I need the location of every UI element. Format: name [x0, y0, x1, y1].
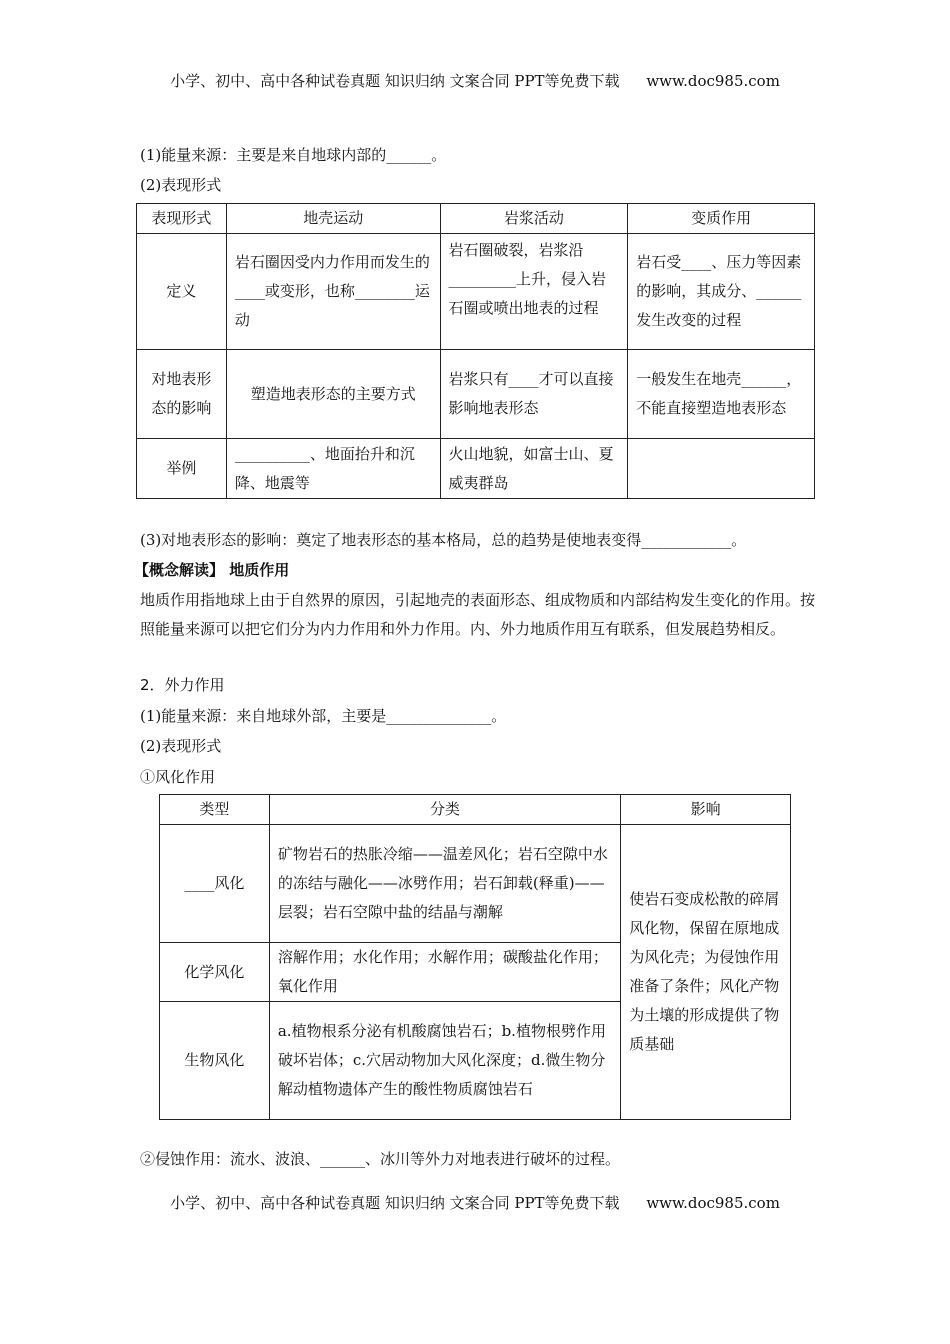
- table-cell: 岩石受____、压力等因素的影响，其成分、______发生改变的过程: [628, 234, 815, 350]
- row-label: 对地表形态的影响: [137, 350, 227, 439]
- page-footer: [0, 1192, 950, 1213]
- concept-title: 【概念解读】 地质作用: [134, 561, 290, 579]
- table-cell: __________、地面抬升和沉降、地震等: [226, 439, 440, 499]
- header-text: 小学、初中、高中各种试卷真题 知识归纳 文案合同 PPT等免费下载: [170, 72, 620, 90]
- table-header: 分类: [269, 795, 620, 825]
- internal-influence: (3)对地表形态的影响：奠定了地表形态的基本格局，总的趋势是使地表变得____________。: [140, 531, 747, 549]
- internal-energy: (1)能量来源：主要是来自地球内部的______。: [140, 146, 447, 164]
- table-cell: 岩石圈破裂，岩浆沿_________上升，侵入岩石圈或喷出地表的过程: [440, 234, 628, 350]
- table-header: 表现形式: [137, 204, 227, 234]
- table-header: 类型: [160, 795, 270, 825]
- table-cell: 岩石圈因受内力作用而发生的____或变形，也称________运动: [226, 234, 440, 350]
- external-energy: (1)能量来源：来自地球外部，主要是______________。: [140, 707, 507, 725]
- header-site: www.doc985.com: [646, 72, 780, 90]
- row-label: 举例: [137, 439, 227, 499]
- concept-text: 地质作用指地球上由于自然界的原因，引起地壳的表面形态、组成物质和内部结构发生变化的作用。按照能量来源可以把它们分为内力作用和外力作用。内、外力地质作用互有联系，但发展趋势相反。: [140, 591, 816, 638]
- table-header: 地壳运动: [226, 204, 440, 234]
- weathering-type: ____风化: [160, 825, 270, 943]
- weathering-desc: a.植物根系分泌有机酸腐蚀岩石；b.植物根劈作用破坏岩体；c.穴居动物加大风化深度；d.微生物分解动植物遗体产生的酸性物质腐蚀岩石: [269, 1002, 620, 1120]
- weathering-table: [159, 794, 791, 1120]
- external-title: 2．外力作用: [140, 676, 225, 694]
- weathering-type: 生物风化: [160, 1002, 270, 1120]
- weathering-desc: 矿物岩石的热胀冷缩——温差风化；岩石空隙中水的冻结与融化——冰劈作用；岩石卸载(释重)——层裂；岩石空隙中盐的结晶与潮解: [269, 825, 620, 943]
- table-header: 影响: [621, 795, 791, 825]
- footer-text: 小学、初中、高中各种试卷真题 知识归纳 文案合同 PPT等免费下载: [170, 1194, 620, 1212]
- weathering-effect: 使岩石变成松散的碎屑风化物，保留在原地成为风化壳；为侵蚀作用准备了条件；风化产物为土壤的形成提供了物质基础: [621, 825, 791, 1120]
- table-cell: 火山地貌，如富士山、夏威夷群岛: [440, 439, 628, 499]
- internal-forces-table: [136, 203, 815, 499]
- weathering-desc: 溶解作用；水化作用；水解作用；碳酸盐化作用；氧化作用: [269, 943, 620, 1002]
- footer-site: www.doc985.com: [646, 1194, 780, 1212]
- table-header: 变质作用: [628, 204, 815, 234]
- internal-forms-title: (2)表现形式: [140, 176, 222, 194]
- table-cell: 一般发生在地壳______，不能直接塑造地表形态: [628, 350, 815, 439]
- table-cell: 塑造地表形态的主要方式: [226, 350, 440, 439]
- external-forms-title: (2)表现形式: [140, 737, 222, 755]
- weathering-title: ①风化作用: [140, 768, 216, 786]
- row-label: 定义: [137, 234, 227, 350]
- table-header: 岩浆活动: [440, 204, 628, 234]
- erosion-text: ②侵蚀作用：流水、波浪、______、冰川等外力对地表进行破坏的过程。: [140, 1150, 621, 1168]
- table-cell: [628, 439, 815, 499]
- page-header: [0, 70, 950, 91]
- table-cell: 岩浆只有____才可以直接影响地表形态: [440, 350, 628, 439]
- weathering-type: 化学风化: [160, 943, 270, 1002]
